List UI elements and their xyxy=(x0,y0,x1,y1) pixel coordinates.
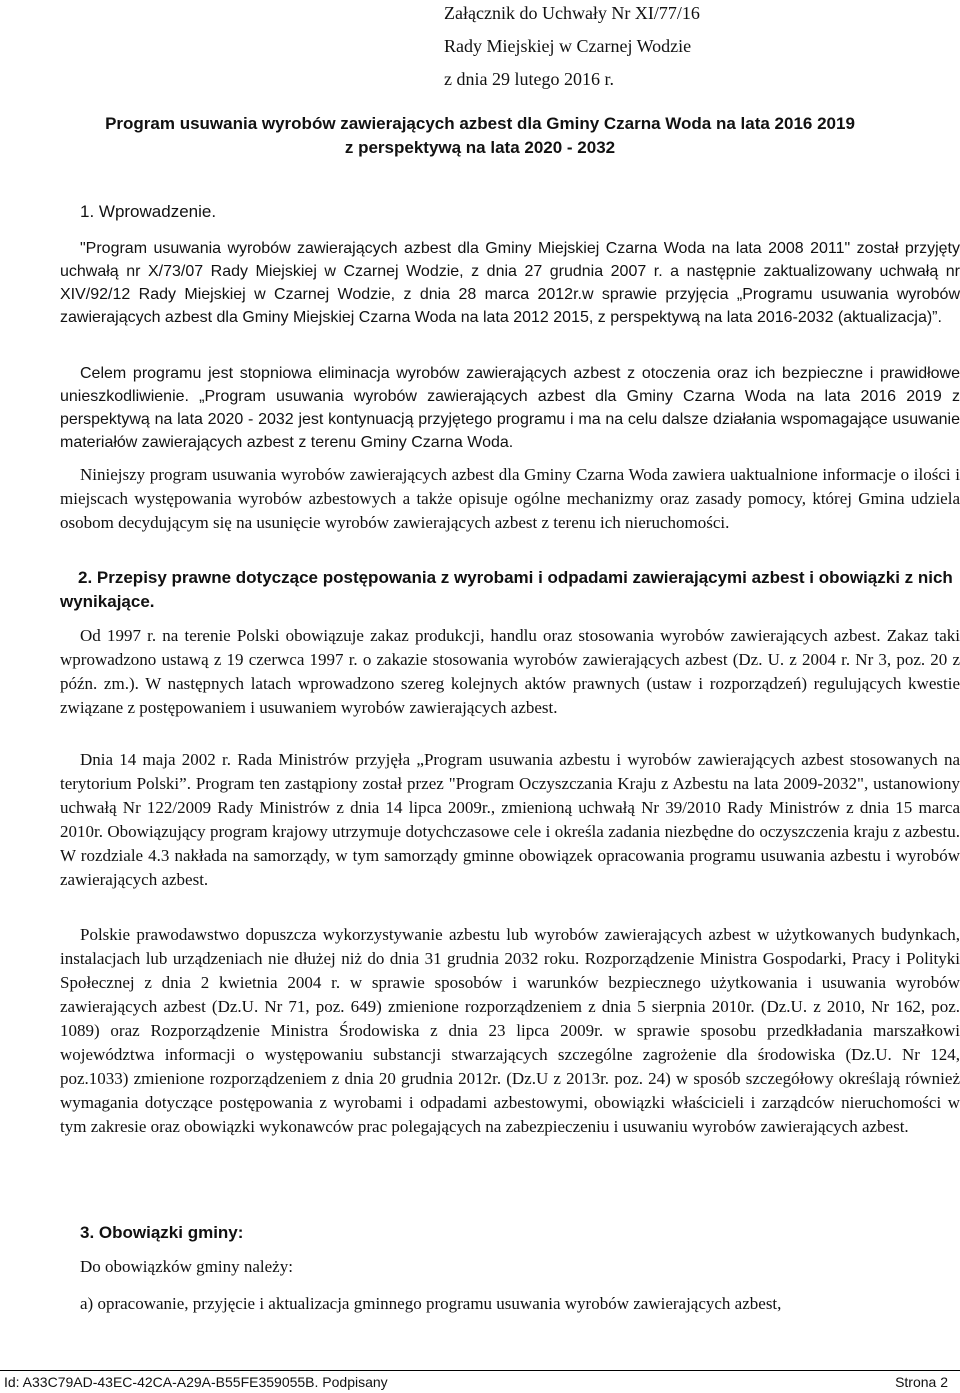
section-2-paragraph-3: Polskie prawodawstwo dopuszcza wykorzystywanie azbestu lub wyrobów zawierających azbest w użytkowanych budynkach, instalacjach lub urządzeniach nie dłużej niż do dnia 31 grudnia 2032 roku. Rozporządzenie Ministra Gospodarki, Pracy i Polityki Społecznej z dnia 2 kwietnia 2004 r. w sprawie sposobów i warunków bezpiecznego użytkowania i usuwania wyrobów zawierających azbest (Dz.U. Nr 71, poz. 649) zmienione rozporządzeniem z dnia 5 sierpnia 2010r. (Dz.U. z 2010, Nr 162, poz. 1089) oraz Rozporządzenie Ministra Środowiska z dnia 23 lipca 2009r. w sprawie sposobu przedkładania marszałkowi województwa informacji o występowaniu substancji stwarzających szczególne zagrożenie dla środowiska (Dz.U. Nr 124, poz.1033) zmienione rozporządzeniem z dnia 20 grudnia 2012r. (Dz.U z 2013r. poz. 24) w sposób szczegółowy określają również wymagania dotyczące postępowania z wyrobami i odpadami azbestowymi, obowiązki właścicieli i zarządców nieruchomości w tym zakresie oraz obowiązki wykonawców prac polegających na zabezpieczeniu i usuwaniu wyrobów zawierających azbest. xyxy=(60,925,960,1136)
footer-page-number: Strona 2 xyxy=(895,1374,948,1390)
attachment-header-line2: Rady Miejskiej w Czarnej Wodzie xyxy=(444,36,692,56)
section-3-intro: Do obowiązków gminy należy: xyxy=(80,1257,293,1276)
section-3-item-a: a) opracowanie, przyjęcie i aktualizacja gminnego programu usuwania wyrobów zawierających azbest, xyxy=(80,1294,782,1313)
section-3-heading: 3. Obowiązki gminy: xyxy=(80,1223,244,1242)
footer-divider xyxy=(0,1370,960,1371)
section-2-paragraph-1: Od 1997 r. na terenie Polski obowiązuje zakaz produkcji, handlu oraz stosowania wyrobów zawierających azbest. Zakaz taki wprowadzono ustawą z 19 czerwca 1997 r. o zakazie stosowania wyrobów zawierających azbest (Dz. U. z 2004 r. Nr 3, poz. 20 z późn. zm.). W następnych latach wprowadzono szereg kolejnych aktów prawnych (ustaw i rozporządzeń) regulujących kwestie związane z postępowaniem i usuwaniem wyrobów zawierających azbest. xyxy=(60,626,960,717)
section-1-paragraph-2: Celem programu jest stopniowa eliminacja wyrobów zawierających azbest z otoczenia oraz ich bezpieczne i prawidłowe unieszkodliwienie. „Program usuwania wyrobów zawierających azbest dla Gminy Czarna Woda na lata 2016 2019 z perspektywą na lata 2020 - 2032 jest kontynuacją przyjętego programu i ma na celu dalsze działania wspomagające usuwanie materiałów zawierających azbest z terenu Gminy Czarna Woda. xyxy=(60,365,960,451)
section-2-heading: 2. Przepisy prawne dotyczące postępowania z wyrobami i odpadami zawierającymi azbest i obowiązki z nich wynikające. xyxy=(60,568,953,611)
section-1-heading: 1. Wprowadzenie. xyxy=(80,202,217,221)
document-title-line2: z perspektywą na lata 2020 - 2032 xyxy=(344,138,616,157)
section-1-paragraph-1: "Program usuwania wyrobów zawierających azbest dla Gminy Miejskiej Czarna Woda na lata 2008 2011" został przyjęty uchwałą nr X/73/07 Rady Miejskiej w Czarnej Wodzie, z dnia 27 grudnia 2007 r. a następnie zaktualizowany uchwałą nr XIV/92/12 Rady Miejskiej w Czarnej Wodzie, z dnia 28 marca 2012r.w sprawie przyjęcia „Programu usuwania wyrobów zawierających azbest dla Gminy Miejskiej Czarna Woda na lata 2012 2015, z perspektywą na lata 2016-2032 (aktualizacja)”. xyxy=(60,240,960,326)
attachment-header-line1: Załącznik do Uchwały Nr XI/77/16 xyxy=(444,3,700,23)
section-1-paragraph-3: Niniejszy program usuwania wyrobów zawierających azbest dla Gminy Czarna Woda zawiera uaktualnione informacje o ilości i miejscach występowania wyrobów azbestowych a także opisuje ogólne mechanizmy oraz zasady pomocy, której Gmina udziela osobom decydującym się na usunięcie wyrobów zawierających azbest z terenu ich nieruchomości. xyxy=(60,465,960,532)
attachment-header-line3: z dnia 29 lutego 2016 r. xyxy=(444,69,614,89)
footer-document-id: Id: A33C79AD-43EC-42CA-A29A-B55FE359055B. Podpisany xyxy=(4,1374,388,1390)
document-title-line1: Program usuwania wyrobów zawierających azbest dla Gminy Czarna Woda na lata 2016 2019 xyxy=(105,114,855,133)
section-2-paragraph-2: Dnia 14 maja 2002 r. Rada Ministrów przyjęła „Program usuwania azbestu i wyrobów zawierających azbest stosowanych na terytorium Polski”. Program ten zastąpiony został przez "Program Oczyszczania Kraju z Azbestu na lata 2009-2032", ustanowiony uchwałą Nr 122/2009 Rady Ministrów z dnia 14 lipca 2009r., zmienioną uchwałą Nr 39/2010 Rady Ministrów z dnia 15 marca 2010r. Obowiązujący program krajowy utrzymuje dotychczasowe cele i określa zadania niezbędne do oczyszczenia kraju z azbestu. W rozdziale 4.3 nakłada na samorządy, w tym samorządy gminne obowiązek opracowania programu usuwania azbestu i wyrobów zawierających azbest. xyxy=(60,750,960,889)
